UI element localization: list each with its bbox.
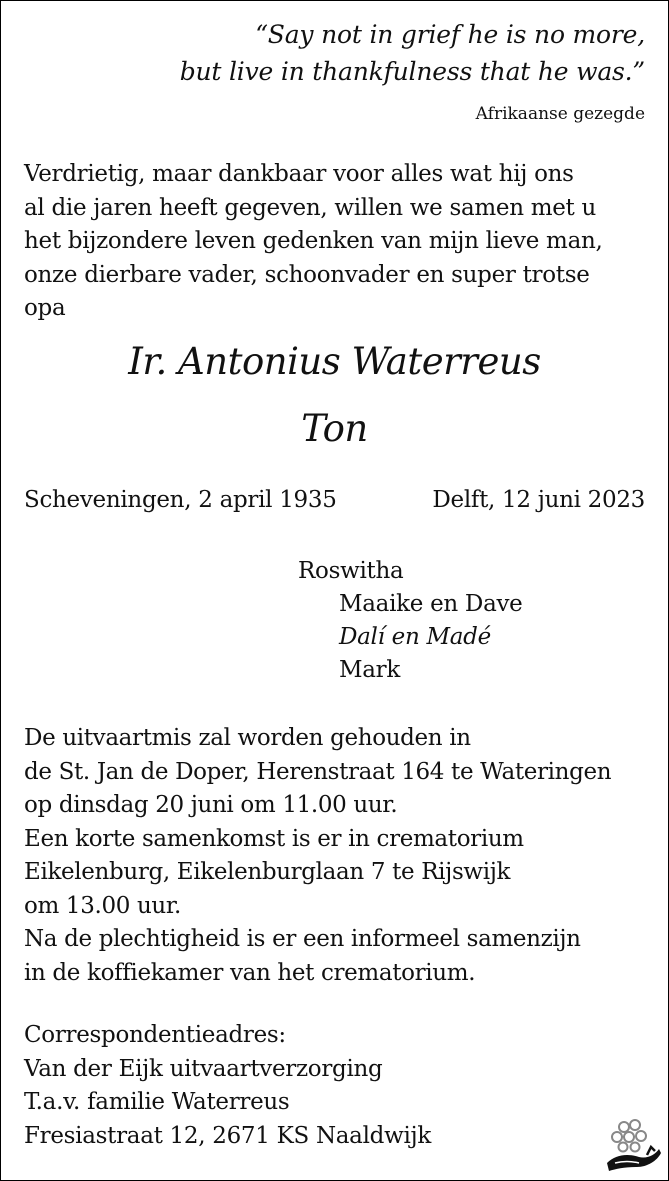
intro-line: het bijzondere leven gedenken van mijn lieve man, bbox=[24, 228, 603, 254]
birth-place-date: Scheveningen, 2 april 1935 bbox=[24, 487, 337, 513]
intro-line: onze dierbare vader, schoonvader en super trotse bbox=[24, 261, 590, 288]
service-line: Eikelenburg, Eikelenburglaan 7 te Rijswijk bbox=[24, 859, 511, 885]
address-line: Correspondentieadres: bbox=[24, 1022, 286, 1048]
death-place-date: Delft, 12 juni 2023 bbox=[432, 487, 645, 513]
service-line: Na de plechtigheid is er een informeel samenzijn bbox=[24, 926, 581, 952]
quote-source: Afrikaanse gezegde bbox=[475, 104, 645, 124]
intro-line: opa bbox=[24, 295, 66, 321]
family-children-2: Mark bbox=[339, 657, 400, 683]
service-line: om 13.00 uur. bbox=[24, 892, 181, 919]
service-line: de St. Jan de Doper, Herenstraat 164 te Wateringen bbox=[24, 758, 612, 785]
intro-text bbox=[24, 158, 654, 326]
family-spouse: Roswitha bbox=[298, 558, 404, 584]
address-line: Van der Eijk uitvaartverzorging bbox=[24, 1055, 383, 1082]
quote-line-2: but live in thankfulness that he was.” bbox=[179, 57, 645, 86]
service-line: op dinsdag 20 juni om 11.00 uur. bbox=[24, 792, 398, 818]
address-line: T.a.v. familie Waterreus bbox=[24, 1089, 290, 1115]
intro-line: Verdrietig, maar dankbaar voor alles wat hij ons bbox=[24, 161, 574, 187]
family-circles-logo-icon bbox=[601, 1117, 663, 1175]
intro-line: al die jaren heeft gegeven, willen we samen met u bbox=[24, 194, 597, 221]
service-line: Een korte samenkomst is er in crematorium bbox=[24, 825, 524, 852]
service-line: De uitvaartmis zal worden gehouden in bbox=[24, 725, 471, 751]
family-children-1: Maaike en Dave bbox=[339, 591, 523, 617]
correspondence-address bbox=[24, 1019, 584, 1153]
service-details bbox=[24, 722, 654, 990]
family-list bbox=[298, 555, 522, 687]
quote-line-1: “Say not in grief he is no more, bbox=[255, 20, 645, 49]
deceased-nickname: Ton bbox=[301, 407, 368, 450]
deceased-full-name: Ir. Antonius Waterreus bbox=[128, 340, 541, 383]
service-line: in de koffiekamer van het crematorium. bbox=[24, 959, 476, 986]
address-line: Fresiastraat 12, 2671 KS Naaldwijk bbox=[24, 1122, 431, 1149]
family-grandchildren: Dalí en Madé bbox=[339, 624, 491, 650]
